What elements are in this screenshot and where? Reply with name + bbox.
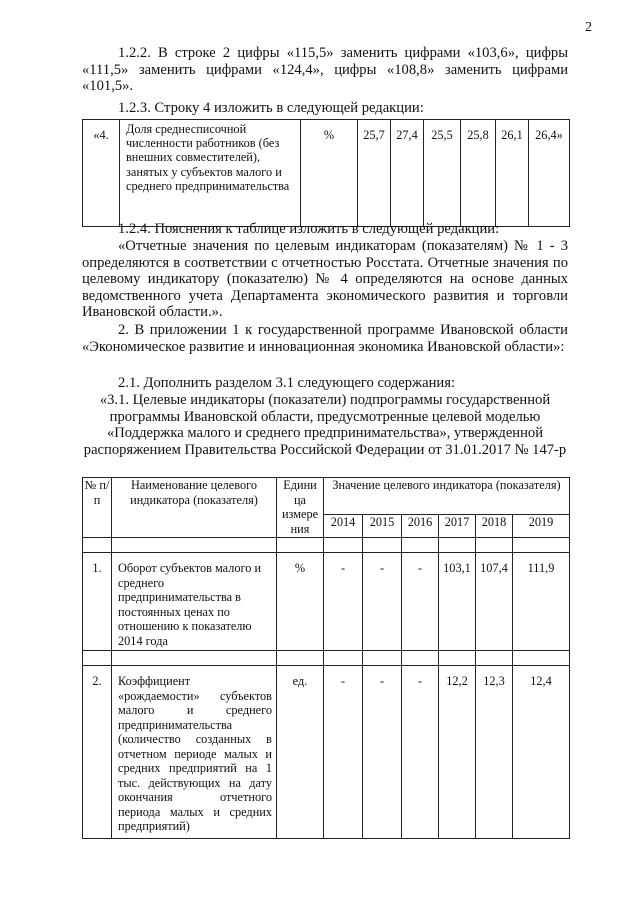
header-values-group: Значение целевого индикатора (показателя) — [324, 478, 570, 515]
indicator-value: 12,2 — [439, 666, 476, 839]
header-number: № п/п — [83, 478, 112, 538]
row-4-value: 27,4 — [391, 120, 424, 227]
paragraph-2-1: 2.1. Дополнить разделом 3.1 следующего содержания: — [118, 375, 455, 391]
indicator-value: - — [324, 666, 363, 839]
row-4-number: «4. — [83, 120, 120, 227]
indicator-value: 111,9 — [513, 553, 570, 651]
row-4-value: 25,7 — [358, 120, 391, 227]
indicator-value: - — [363, 666, 402, 839]
paragraph-2: 2. В приложении 1 к государственной программе Ивановской области «Экономическое развитие и инновационная экономика Ивановской области»: — [82, 322, 568, 355]
target-indicators-table — [82, 477, 570, 839]
paragraph-1-2-2: 1.2.2. В строке 2 цифры «115,5» заменить цифрами «103,6», цифры «111,5» заменить цифрами «124,4», цифры «108,8» заменить цифрами «101,5». — [82, 45, 568, 94]
header-year: 2018 — [476, 515, 513, 538]
row-4-value: 26,1 — [496, 120, 529, 227]
indicator-name: Коэффициент «рождаемости» субъектов малого и среднего предпринимательства (количество созданных в отчетном периоде малых и средних предприятий на 1 тыс. действующих на дату окончания отчетного периода малых и средних предприятий) — [112, 666, 277, 839]
indicator-unit: ед. — [277, 666, 324, 839]
header-year: 2017 — [439, 515, 476, 538]
section-3-1-heading: «3.1. Целевые индикаторы (показатели) подпрограммы государственной программы Ивановской области, предусмотренные целевой моделью «Поддержка малого и среднего предпринимательства», утвержденной распоряжением Правительства Российской Федерации от 31.01.2017 № 147-р — [83, 392, 567, 458]
header-unit: Едини ца измере ния — [277, 478, 324, 538]
header-year: 2019 — [513, 515, 570, 538]
indicator-value: 103,1 — [439, 553, 476, 651]
row-4-unit: % — [301, 120, 358, 227]
row-4-value: 25,5 — [424, 120, 461, 227]
indicator-value: - — [363, 553, 402, 651]
indicator-name: Оборот субъектов малого и среднего предпринимательства в постоянных ценах по отношению к показателю 2014 года — [112, 553, 277, 651]
page-number: 2 — [585, 20, 592, 35]
row-number: 1. — [83, 553, 112, 651]
paragraph-1-2-4-quote: «Отчетные значения по целевым индикаторам (показателям) № 1 - 3 определяются в соответствии с отчетностью Росстата. Отчетные значения по целевому индикатору (показателю) № 4 определяются на основе данных ведомственного учета Департамента экономического развития и торговли Ивановской области.». — [82, 238, 568, 320]
row-4-table — [82, 119, 570, 227]
row-4-value: 26,4» — [529, 120, 570, 227]
indicator-value: - — [402, 553, 439, 651]
paragraph-1-2-4: 1.2.4. Пояснения к таблице изложить в следующей редакции: — [118, 221, 500, 237]
header-year: 2014 — [324, 515, 363, 538]
indicator-value: 12,4 — [513, 666, 570, 839]
header-year: 2015 — [363, 515, 402, 538]
table-row — [83, 666, 570, 839]
indicator-value: 12,3 — [476, 666, 513, 839]
table-row — [83, 553, 570, 651]
row-number: 2. — [83, 666, 112, 839]
indicator-value: 107,4 — [476, 553, 513, 651]
header-indicator-name: Наименование целевого индикатора (показателя) — [112, 478, 277, 538]
row-4-indicator-name: Доля среднесписочной численности работников (без внешних совместителей), занятых у субъектов малого и среднего предпринимательства — [120, 120, 301, 227]
indicator-value: - — [402, 666, 439, 839]
indicator-unit: % — [277, 553, 324, 651]
row-4-value: 25,8 — [461, 120, 496, 227]
paragraph-1-2-3: 1.2.3. Строку 4 изложить в следующей редакции: — [118, 100, 424, 116]
header-year: 2016 — [402, 515, 439, 538]
indicator-value: - — [324, 553, 363, 651]
